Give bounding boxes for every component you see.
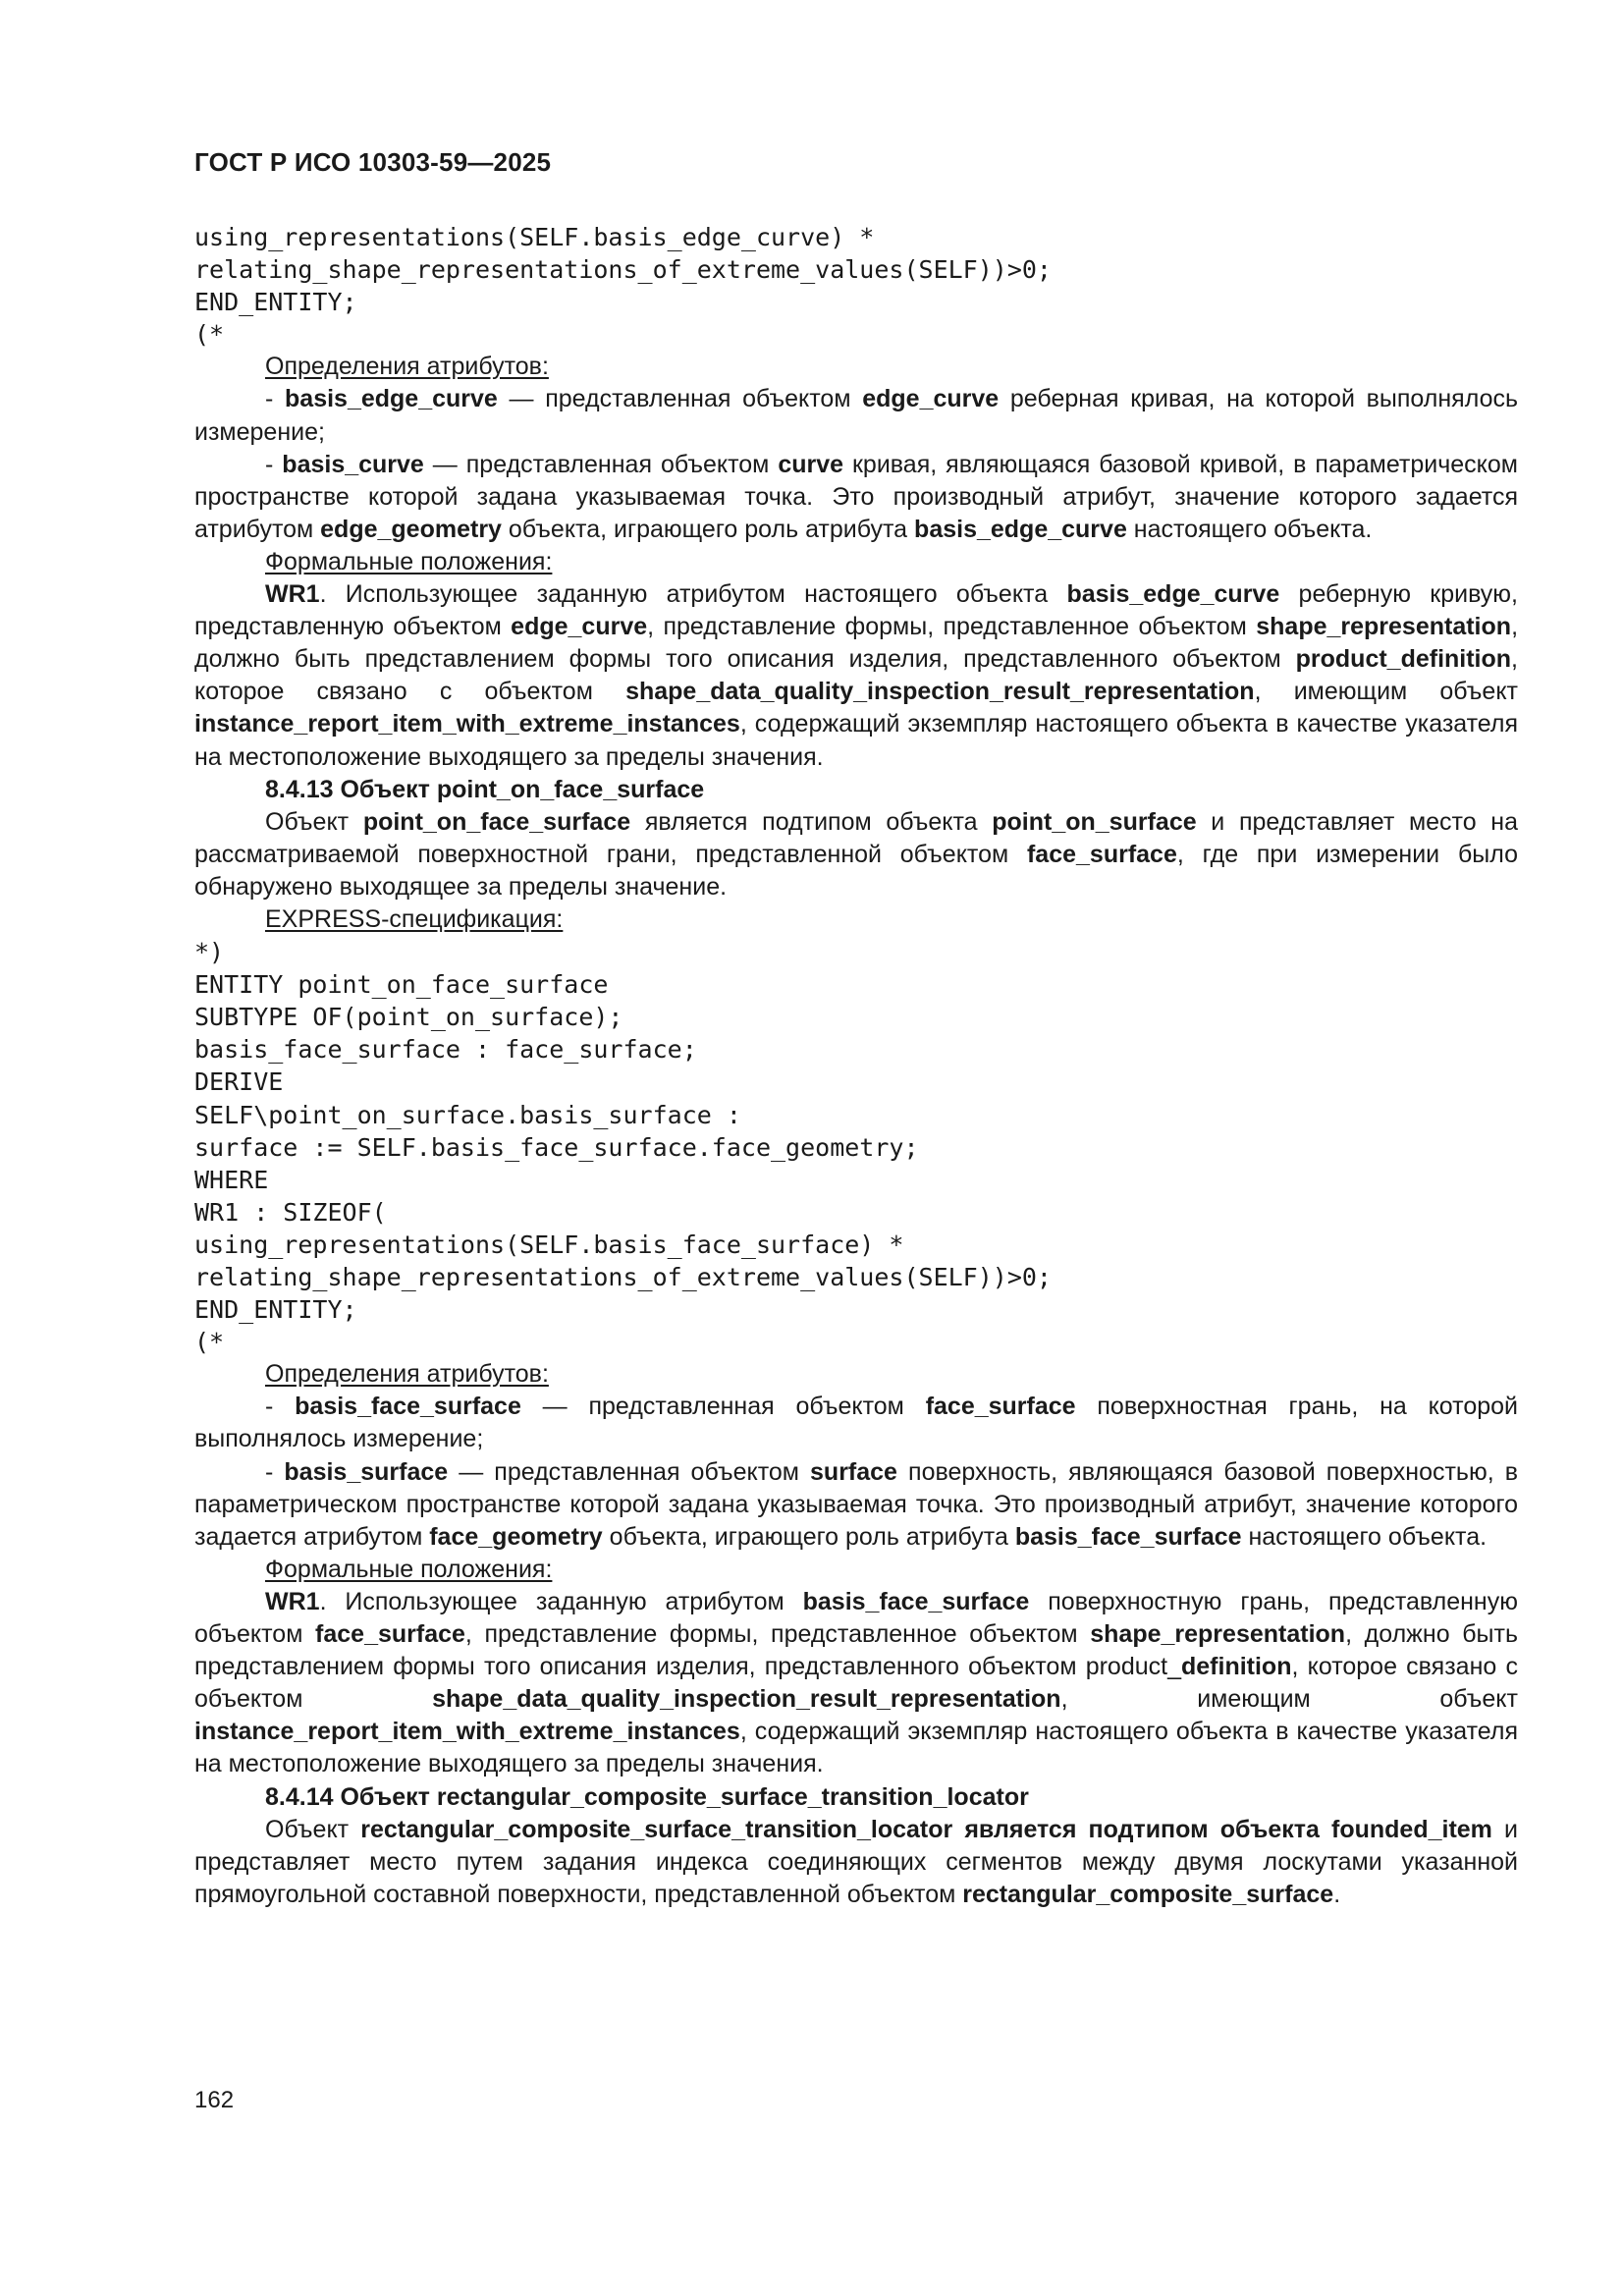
code-line: relating_shape_representations_of_extreme_values(SELF))>0; (194, 1263, 1052, 1291)
attr-definitions-heading: Определения атрибутов: (265, 1360, 549, 1389)
formal-provisions-heading: Формальные положения: (265, 547, 553, 575)
code-line: ENTITY point_on_face_surface (194, 970, 609, 1000)
page-content (194, 221, 1518, 1911)
code-line: *) (194, 938, 225, 967)
code-line: WR1 : SIZEOF( (194, 1197, 387, 1227)
attr-definition-basis-surface: - basis_surface — представленная объектом surface поверхность, являющаяся базовой поверхностью, в параметрическом пространстве которой задана указываемая точка. Это производный атрибут, значение которого задается атрибутом face_geometry объекта, играющего роль атрибута basis_face_surface настоящего объекта. (194, 1457, 1518, 1551)
code-line: WHERE (194, 1165, 269, 1194)
code-line: using_representations(SELF.basis_face_surface) * (194, 1230, 904, 1259)
code-line: (* (194, 1328, 225, 1357)
express-spec-heading: EXPRESS-спецификация: (265, 904, 564, 933)
code-line: basis_face_surface : face_surface; (194, 1035, 697, 1065)
attr-definition-basis-edge-curve: - basis_edge_curve — представленная объектом edge_curve реберная кривая, на которой выполнялось измерение; (194, 385, 1518, 446)
where-rule-wr1: WR1. Использующее заданную атрибутом basis_face_surface поверхностную грань, представленную объектом face_surface, представление формы, представленное объектом shape_representation, должно быть представлением формы того описания изделия, представленного объектом product_definition, которое связано с объектом shape_data_quality_inspection_result_representation, имеющим объект instance_report_item_with_extreme_instances, содержащий экземпляр настоящего объекта в качестве указателя на местоположение выходящего за пределы значения. (194, 1587, 1518, 1778)
section-heading-8-4-14: 8.4.14 Объект rectangular_composite_surface_transition_locator (265, 1782, 1029, 1811)
document-header: ГОСТ Р ИСО 10303-59—2025 (194, 147, 552, 177)
code-line: (* (194, 320, 225, 350)
code-line: SUBTYPE OF(point_on_surface); (194, 1003, 623, 1032)
section-heading-8-4-13: 8.4.13 Объект point_on_face_surface (265, 775, 705, 803)
attr-definitions-heading: Определения атрибутов: (265, 353, 549, 381)
code-line: END_ENTITY; (194, 288, 357, 317)
formal-provisions-heading: Формальные положения: (265, 1555, 553, 1583)
code-line: SELF\point_on_surface.basis_surface : (194, 1100, 741, 1129)
section-intro-8-4-14: Объект rectangular_composite_surface_transition_locator является подтипом объекта founded_item и представляет место путем задания индекса соединяющих сегментов между двумя лоскутами указанной прямоугольной составной поверхности, представленной объектом rectangular_composite_surface. (194, 1815, 1518, 1908)
attr-definition-basis-face-surface: - basis_face_surface — представленная объектом face_surface поверхностная грань, на которой выполнялось измерение; (194, 1393, 1518, 1453)
page-number: 162 (194, 2087, 235, 2113)
where-rule-wr1: WR1. Использующее заданную атрибутом настоящего объекта basis_edge_curve реберную кривую, представленную объектом edge_curve, представление формы, представленное объектом shape_representation, должно быть представлением формы того описания изделия, представленного объектом product_definition, которое связано с объектом shape_data_quality_inspection_result_representation, имеющим объект instance_report_item_with_extreme_instances, содержащий экземпляр настоящего объекта в качестве указателя на местоположение выходящего за пределы значения. (194, 580, 1519, 771)
code-line: END_ENTITY; (194, 1295, 357, 1325)
code-line: using_representations(SELF.basis_edge_curve) * (194, 223, 875, 251)
section-intro-8-4-13: Объект point_on_face_surface является подтипом объекта point_on_surface и представляет место на рассматриваемой поверхностной грани, представленной объектом face_surface, где при измерении было обнаружено выходящее за пределы значение. (194, 807, 1519, 901)
code-line: surface := SELF.basis_face_surface.face_geometry; (194, 1132, 919, 1162)
code-line: DERIVE (194, 1067, 284, 1097)
attr-definition-basis-curve: - basis_curve — представленная объектом curve кривая, являющаяся базовой кривой, в параметрическом пространстве которой задана указываемая точка. Это производный атрибут, значение которого задается атрибутом edge_geometry объекта, играющего роль атрибута basis_edge_curve настоящего объекта. (194, 450, 1518, 543)
code-line: relating_shape_representations_of_extreme_values(SELF))>0; (194, 255, 1052, 285)
